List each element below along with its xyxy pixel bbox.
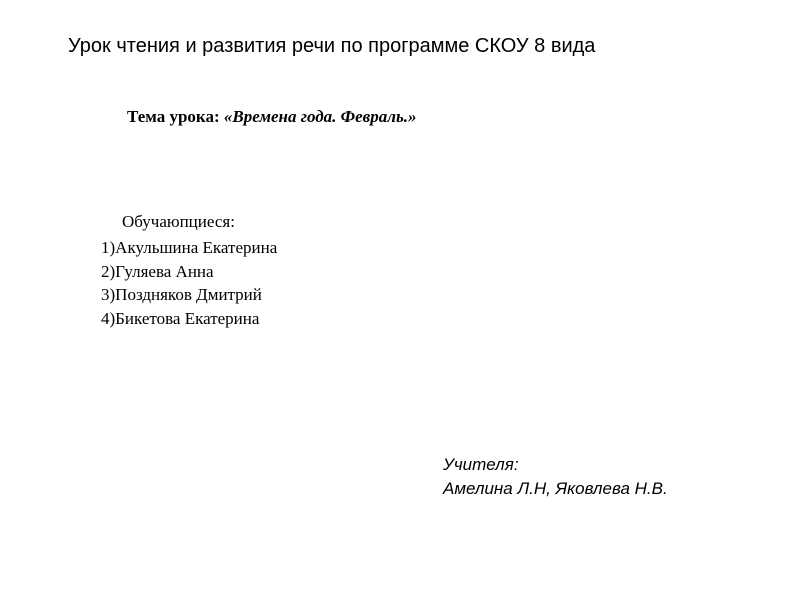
student-name: Бикетова Екатерина	[115, 308, 260, 328]
student-item	[101, 307, 277, 331]
student-name: Поздняков Дмитрий	[115, 285, 262, 304]
topic-value: «Времена года. Февраль.»	[223, 107, 417, 126]
student-number: 3)	[101, 285, 116, 304]
student-name: Гуляева Анна	[115, 261, 214, 281]
teachers-block	[443, 453, 668, 501]
teachers-names: Амелина Л.Н, Яковлева Н.В.	[443, 479, 668, 498]
students-list	[101, 236, 277, 330]
lesson-topic	[127, 106, 417, 128]
topic-label: Тема урока:	[127, 107, 220, 126]
student-item	[101, 236, 277, 260]
student-number: 2)	[101, 261, 116, 281]
student-name: Акульшина Екатерина	[115, 238, 278, 257]
student-item	[101, 260, 277, 284]
student-number: 4)	[101, 308, 116, 328]
student-number: 1)	[101, 238, 116, 257]
student-item	[101, 283, 277, 307]
students-heading: Обучаюпциеся:	[122, 212, 235, 231]
lesson-title: Урок чтения и развития речи по программе СКОУ 8 вида	[68, 35, 596, 57]
teachers-label: Учителя:	[443, 455, 519, 474]
